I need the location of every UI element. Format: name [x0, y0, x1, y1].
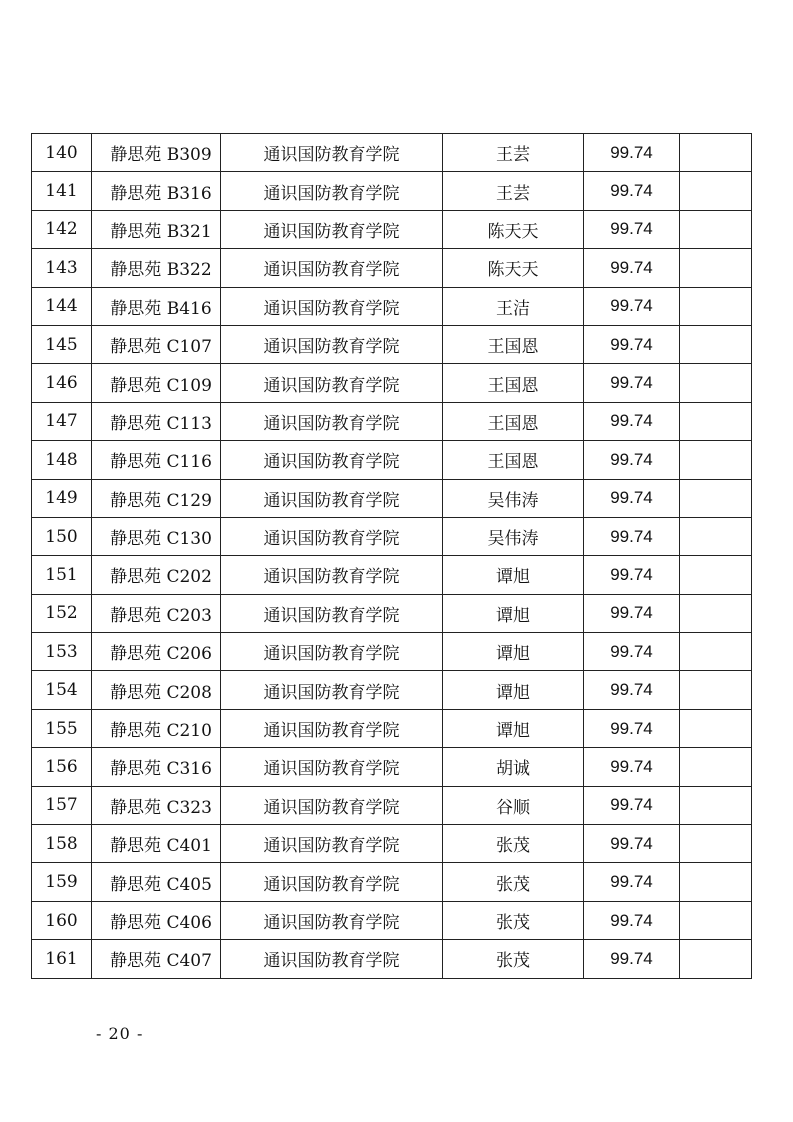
cell-college: 通识国防教育学院 — [221, 325, 443, 363]
dormitory-score-table — [31, 133, 752, 979]
cell-college: 通识国防教育学院 — [221, 748, 443, 786]
cell-note — [680, 210, 752, 248]
page-number: - 20 - — [96, 1024, 144, 1043]
cell-college: 通识国防教育学院 — [221, 825, 443, 863]
cell-score: 99.74 — [584, 901, 680, 939]
cell-college: 通识国防教育学院 — [221, 134, 443, 172]
cell-note — [680, 325, 752, 363]
cell-person: 王国恩 — [443, 364, 584, 402]
cell-person: 王洁 — [443, 287, 584, 325]
table-row — [32, 940, 752, 978]
cell-person: 吴伟涛 — [443, 517, 584, 555]
cell-college: 通识国防教育学院 — [221, 287, 443, 325]
cell-person: 谭旭 — [443, 709, 584, 747]
cell-person: 谭旭 — [443, 594, 584, 632]
cell-index: 158 — [32, 825, 92, 863]
cell-room: 静思苑 B416 — [92, 287, 221, 325]
cell-index: 147 — [32, 402, 92, 440]
cell-college: 通识国防教育学院 — [221, 249, 443, 287]
cell-room: 静思苑 B321 — [92, 210, 221, 248]
table-row — [32, 671, 752, 709]
table-row — [32, 210, 752, 248]
cell-note — [680, 709, 752, 747]
cell-score: 99.74 — [584, 325, 680, 363]
table-row — [32, 517, 752, 555]
cell-person: 张茂 — [443, 825, 584, 863]
cell-index: 159 — [32, 863, 92, 901]
cell-college: 通识国防教育学院 — [221, 786, 443, 824]
table-row — [32, 402, 752, 440]
cell-index: 142 — [32, 210, 92, 248]
table-row — [32, 786, 752, 824]
cell-note — [680, 633, 752, 671]
cell-note — [680, 172, 752, 210]
cell-college: 通识国防教育学院 — [221, 441, 443, 479]
cell-person: 张茂 — [443, 901, 584, 939]
cell-index: 155 — [32, 709, 92, 747]
cell-room: 静思苑 C109 — [92, 364, 221, 402]
cell-score: 99.74 — [584, 517, 680, 555]
cell-index: 140 — [32, 134, 92, 172]
cell-score: 99.74 — [584, 172, 680, 210]
cell-score: 99.74 — [584, 709, 680, 747]
cell-college: 通识国防教育学院 — [221, 901, 443, 939]
table-row — [32, 825, 752, 863]
cell-index: 154 — [32, 671, 92, 709]
cell-index: 156 — [32, 748, 92, 786]
cell-score: 99.74 — [584, 556, 680, 594]
cell-index: 151 — [32, 556, 92, 594]
cell-room: 静思苑 C406 — [92, 901, 221, 939]
cell-score: 99.74 — [584, 287, 680, 325]
cell-person: 陈天天 — [443, 249, 584, 287]
cell-college: 通识国防教育学院 — [221, 172, 443, 210]
table-row — [32, 479, 752, 517]
cell-note — [680, 594, 752, 632]
cell-note — [680, 825, 752, 863]
cell-note — [680, 901, 752, 939]
cell-person: 谭旭 — [443, 556, 584, 594]
cell-person: 王芸 — [443, 172, 584, 210]
cell-index: 157 — [32, 786, 92, 824]
cell-person: 陈天天 — [443, 210, 584, 248]
cell-room: 静思苑 C107 — [92, 325, 221, 363]
cell-note — [680, 441, 752, 479]
cell-person: 胡诚 — [443, 748, 584, 786]
cell-index: 146 — [32, 364, 92, 402]
cell-college: 通识国防教育学院 — [221, 517, 443, 555]
table-row — [32, 748, 752, 786]
cell-note — [680, 863, 752, 901]
cell-score: 99.74 — [584, 210, 680, 248]
cell-index: 141 — [32, 172, 92, 210]
cell-room: 静思苑 C203 — [92, 594, 221, 632]
cell-room: 静思苑 C206 — [92, 633, 221, 671]
cell-score: 99.74 — [584, 594, 680, 632]
cell-room: 静思苑 B309 — [92, 134, 221, 172]
table-row — [32, 325, 752, 363]
table-row — [32, 287, 752, 325]
cell-room: 静思苑 B316 — [92, 172, 221, 210]
cell-note — [680, 556, 752, 594]
cell-room: 静思苑 C210 — [92, 709, 221, 747]
cell-room: 静思苑 C202 — [92, 556, 221, 594]
table-row — [32, 709, 752, 747]
cell-person: 王芸 — [443, 134, 584, 172]
cell-college: 通识国防教育学院 — [221, 863, 443, 901]
cell-room: 静思苑 C405 — [92, 863, 221, 901]
cell-score: 99.74 — [584, 249, 680, 287]
table-row — [32, 364, 752, 402]
cell-college: 通识国防教育学院 — [221, 556, 443, 594]
cell-score: 99.74 — [584, 633, 680, 671]
cell-score: 99.74 — [584, 479, 680, 517]
cell-room: 静思苑 C116 — [92, 441, 221, 479]
cell-room: 静思苑 C130 — [92, 517, 221, 555]
cell-room: 静思苑 C113 — [92, 402, 221, 440]
cell-room: 静思苑 C323 — [92, 786, 221, 824]
table-row — [32, 172, 752, 210]
cell-index: 148 — [32, 441, 92, 479]
cell-room: 静思苑 C401 — [92, 825, 221, 863]
cell-note — [680, 517, 752, 555]
cell-college: 通识国防教育学院 — [221, 594, 443, 632]
table-row — [32, 863, 752, 901]
cell-note — [680, 940, 752, 978]
cell-room: 静思苑 C129 — [92, 479, 221, 517]
cell-note — [680, 134, 752, 172]
cell-score: 99.74 — [584, 364, 680, 402]
cell-room: 静思苑 C208 — [92, 671, 221, 709]
cell-college: 通识国防教育学院 — [221, 633, 443, 671]
table-body — [32, 134, 752, 979]
cell-index: 150 — [32, 517, 92, 555]
table-row — [32, 441, 752, 479]
cell-score: 99.74 — [584, 940, 680, 978]
cell-room: 静思苑 B322 — [92, 249, 221, 287]
cell-person: 吴伟涛 — [443, 479, 584, 517]
cell-person: 谭旭 — [443, 633, 584, 671]
cell-note — [680, 786, 752, 824]
cell-room: 静思苑 C316 — [92, 748, 221, 786]
table-row — [32, 556, 752, 594]
cell-note — [680, 364, 752, 402]
table-row — [32, 249, 752, 287]
cell-person: 王国恩 — [443, 402, 584, 440]
cell-college: 通识国防教育学院 — [221, 364, 443, 402]
cell-college: 通识国防教育学院 — [221, 479, 443, 517]
cell-score: 99.74 — [584, 748, 680, 786]
cell-index: 145 — [32, 325, 92, 363]
cell-note — [680, 748, 752, 786]
cell-person: 王国恩 — [443, 325, 584, 363]
cell-note — [680, 671, 752, 709]
cell-score: 99.74 — [584, 134, 680, 172]
cell-index: 152 — [32, 594, 92, 632]
cell-room: 静思苑 C407 — [92, 940, 221, 978]
cell-college: 通识国防教育学院 — [221, 210, 443, 248]
cell-person: 谭旭 — [443, 671, 584, 709]
cell-person: 张茂 — [443, 863, 584, 901]
cell-note — [680, 249, 752, 287]
cell-note — [680, 402, 752, 440]
cell-score: 99.74 — [584, 671, 680, 709]
cell-college: 通识国防教育学院 — [221, 671, 443, 709]
cell-person: 张茂 — [443, 940, 584, 978]
cell-index: 160 — [32, 901, 92, 939]
cell-college: 通识国防教育学院 — [221, 402, 443, 440]
table-row — [32, 901, 752, 939]
cell-note — [680, 287, 752, 325]
table-row — [32, 633, 752, 671]
cell-person: 谷顺 — [443, 786, 584, 824]
cell-score: 99.74 — [584, 402, 680, 440]
cell-index: 143 — [32, 249, 92, 287]
table-row — [32, 594, 752, 632]
cell-note — [680, 479, 752, 517]
cell-score: 99.74 — [584, 825, 680, 863]
cell-index: 153 — [32, 633, 92, 671]
cell-index: 161 — [32, 940, 92, 978]
cell-index: 144 — [32, 287, 92, 325]
cell-score: 99.74 — [584, 441, 680, 479]
cell-college: 通识国防教育学院 — [221, 709, 443, 747]
cell-college: 通识国防教育学院 — [221, 940, 443, 978]
cell-score: 99.74 — [584, 786, 680, 824]
cell-person: 王国恩 — [443, 441, 584, 479]
cell-index: 149 — [32, 479, 92, 517]
cell-score: 99.74 — [584, 863, 680, 901]
table-row — [32, 134, 752, 172]
